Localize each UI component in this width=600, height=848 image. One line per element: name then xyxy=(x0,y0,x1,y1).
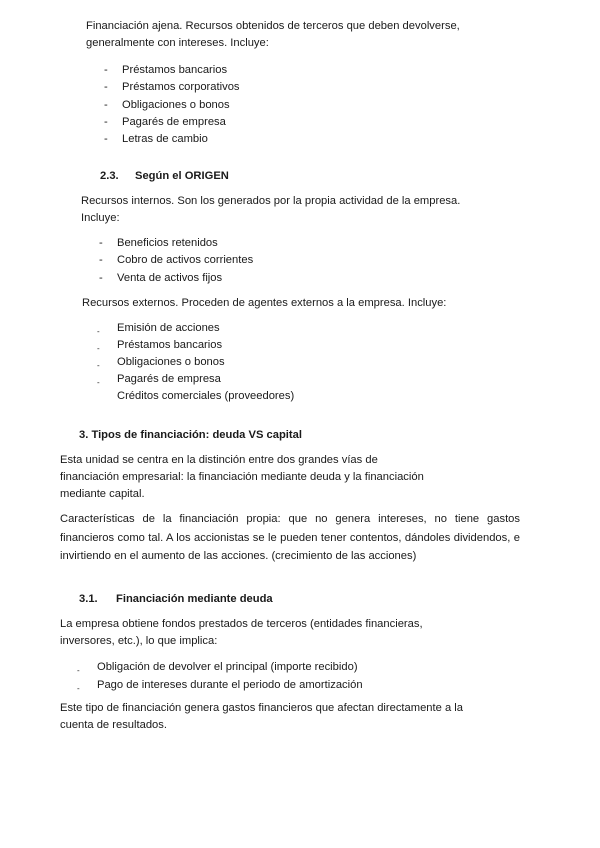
dash-bullet: - xyxy=(97,344,100,353)
list-item xyxy=(104,79,240,96)
para-recursos-internos xyxy=(81,193,551,227)
heading-title: Financiación mediante deuda xyxy=(116,593,273,605)
list-item-text: Préstamos bancarios xyxy=(117,339,223,351)
list-item xyxy=(77,677,363,695)
para-line: inversores, etc.), lo que implica: xyxy=(60,635,218,647)
dash-bullet: - xyxy=(104,98,108,111)
list-item xyxy=(104,97,240,114)
para-caracteristicas: Características de la financiación propia: que no genera intereses, no tiene gastos financieros como tal. A los accionistas se le pueden tener contentos, dándoles dividendos, e invirtiendo en el aumento de las acciones. (crecimiento de las acciones) xyxy=(60,513,520,562)
heading-number: 2.3. xyxy=(100,170,119,182)
para-recursos-externos: Recursos externos. Proceden de agentes externos a la empresa. Incluye: xyxy=(82,297,447,309)
list-internos xyxy=(99,235,254,287)
list-item xyxy=(97,337,294,354)
para-line: mediante capital. xyxy=(60,488,145,500)
list-item-text: Pagarés de empresa xyxy=(122,115,226,128)
list-item-text: Emisión de acciones xyxy=(117,322,220,334)
para-line: La empresa obtiene fondos prestados de terceros (entidades financieras, xyxy=(60,618,423,630)
para-gastos xyxy=(60,700,550,734)
list-item xyxy=(97,371,294,388)
list-externos xyxy=(97,320,295,405)
list-item xyxy=(77,659,363,677)
dash-bullet: - xyxy=(99,271,103,284)
list-item-text: Préstamos corporativos xyxy=(122,81,240,94)
list-item-text: Pago de intereses durante el periodo de amortización xyxy=(97,679,363,691)
list-item-text: Créditos comerciales (proveedores) xyxy=(117,390,295,402)
dash-bullet: - xyxy=(77,684,80,693)
dash-bullet: - xyxy=(77,666,80,675)
heading-2-3 xyxy=(100,168,229,185)
list-item xyxy=(104,114,240,131)
heading-3: 3. Tipos de financiación: deuda VS capital xyxy=(79,429,302,441)
list-item-text: Cobro de activos corrientes xyxy=(117,254,254,267)
list-item-text: Obligaciones o bonos xyxy=(122,98,230,111)
dash-bullet: - xyxy=(104,81,108,94)
para-financiacion-ajena xyxy=(86,18,556,52)
heading-number: 3.1. xyxy=(79,593,98,605)
para-line: cuenta de resultados. xyxy=(60,719,167,731)
heading-title: Según el ORIGEN xyxy=(135,170,229,182)
dash-bullet: - xyxy=(97,327,100,336)
list-item xyxy=(99,235,253,252)
dash-bullet: - xyxy=(104,64,108,76)
list-item-text: Pagarés de empresa xyxy=(117,373,221,385)
para-line: Recursos internos. Son los generados por la propia actividad de la empresa. xyxy=(81,195,461,207)
dash-bullet: - xyxy=(97,378,100,387)
list-item-text: Venta de activos fijos xyxy=(117,271,223,284)
list-item xyxy=(97,354,294,371)
list-item xyxy=(99,270,253,287)
para-line: Este tipo de financiación genera gastos financieros que afectan directamente a la xyxy=(60,702,464,714)
list-item-text: Préstamos bancarios xyxy=(122,64,228,76)
para-deuda xyxy=(60,616,540,650)
list-item xyxy=(117,388,294,405)
list-ajena xyxy=(104,62,240,148)
list-item-text: Beneficios retenidos xyxy=(117,237,218,249)
para-line: generalmente con intereses. Incluye: xyxy=(86,37,269,49)
dash-bullet: - xyxy=(97,361,100,370)
para-line: Esta unidad se centra en la distinción entre dos grandes vías de xyxy=(60,454,378,466)
dash-bullet: - xyxy=(99,237,103,249)
para-line: Incluye: xyxy=(81,212,120,224)
list-item-text: Obligaciones o bonos xyxy=(117,356,225,368)
list-item xyxy=(104,62,240,79)
list-deuda xyxy=(77,659,363,695)
dash-bullet: - xyxy=(104,133,108,146)
list-item-text: Obligación de devolver el principal (importe recibido) xyxy=(97,661,358,673)
dash-bullet: - xyxy=(99,254,103,267)
list-item xyxy=(104,131,240,148)
heading-3-1 xyxy=(79,591,273,608)
para-line: financiación empresarial: la financiación mediante deuda y la financiación xyxy=(60,471,424,483)
para-line: Financiación ajena. Recursos obtenidos de terceros que deben devolverse, xyxy=(86,20,460,32)
dash-bullet: - xyxy=(104,115,108,128)
list-item xyxy=(97,320,294,337)
list-item xyxy=(99,252,254,269)
list-item-text: Letras de cambio xyxy=(122,133,208,146)
para-intro-3 xyxy=(60,452,540,503)
